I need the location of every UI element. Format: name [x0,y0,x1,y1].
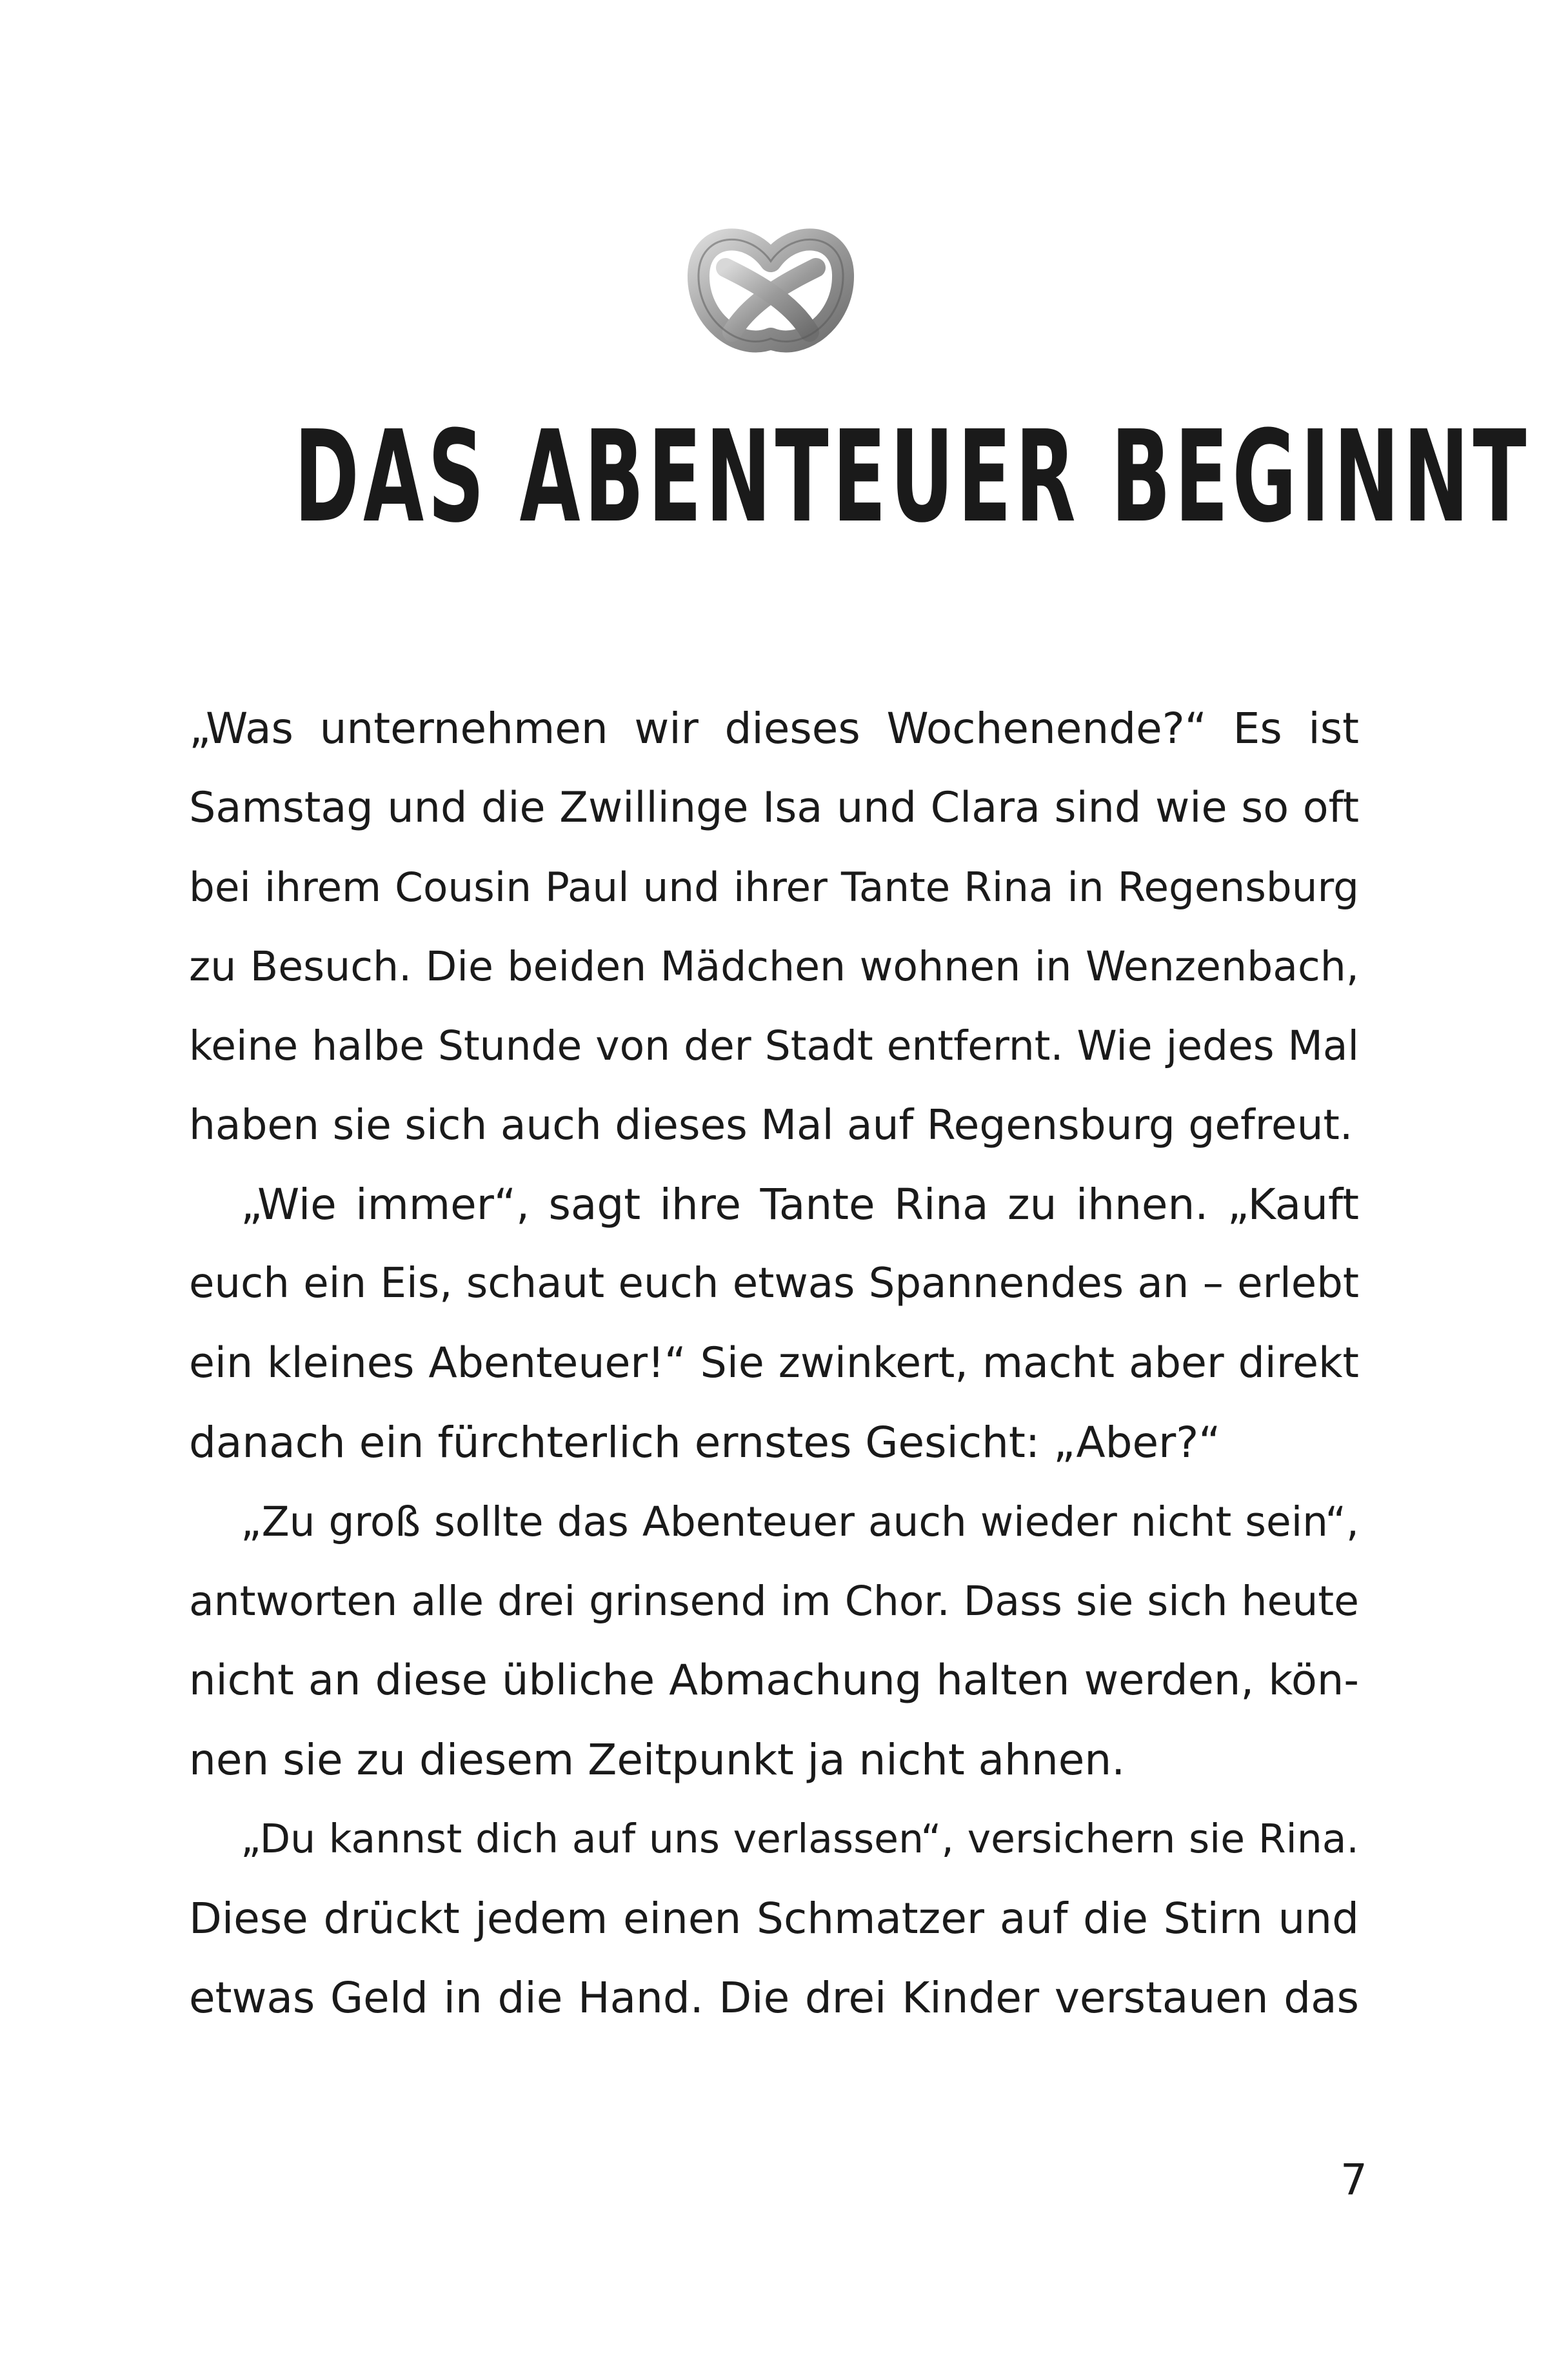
text-line: „Was unternehmen wir dieses Wochenende?“ Es ist [189,704,1359,753]
text-line: „Zu groß sollte das Abenteuer auch wieder nicht sein“, [241,1498,1359,1545]
text-line: Diese drückt jedem einen Schmatzer auf die Stirn und [189,1894,1359,1943]
text-line: etwas Geld in die Hand. Die drei Kinder verstauen das [189,1973,1359,2023]
text-line: „Du kannst dich auf uns verlassen“, versichern sie Rina. [241,1816,1359,1862]
chapter-title: DAS ABENTEUER BEGINNT [294,404,1531,551]
text-line: haben sie sich auch dieses Mal auf Regensburg gefreut. [189,1101,1353,1149]
text-line: ein kleines Abenteuer!“ Sie zwinkert, macht aber direkt [189,1339,1359,1387]
paragraph [189,1165,1359,1482]
paragraph [189,1482,1359,1800]
paragraph [189,689,1359,1165]
text-line: „Wie immer“, sagt ihre Tante Rina zu ihnen. „Kauft [241,1180,1359,1229]
text-line: danach ein fürchterlich ernstes Gesicht: „Aber?“ [189,1418,1221,1467]
pretzel-icon [687,223,855,364]
text-line: zu Besuch. Die beiden Mädchen wohnen in Wenzenbach, [189,942,1359,990]
text-line: antworten alle drei grinsend im Chor. Dass sie sich heute [189,1577,1359,1625]
text-line: keine halbe Stunde von der Stadt entfernt. Wie jedes Mal [189,1022,1359,1069]
paragraph [189,1800,1359,2038]
text-line: nicht an diese übliche Abmachung halten werden, kön- [189,1656,1359,1705]
body-text [189,689,1359,2038]
text-line: Samstag und die Zwillinge Isa und Clara sind wie so oft [189,783,1359,832]
text-line: nen sie zu diesem Zeitpunkt ja nicht ahnen. [189,1735,1126,1785]
page-number: 7 [1340,2155,1367,2205]
text-line: euch ein Eis, schaut euch etwas Spannendes an – erlebt [189,1260,1359,1307]
text-line: bei ihrem Cousin Paul und ihrer Tante Rina in Regensburg [189,864,1359,911]
